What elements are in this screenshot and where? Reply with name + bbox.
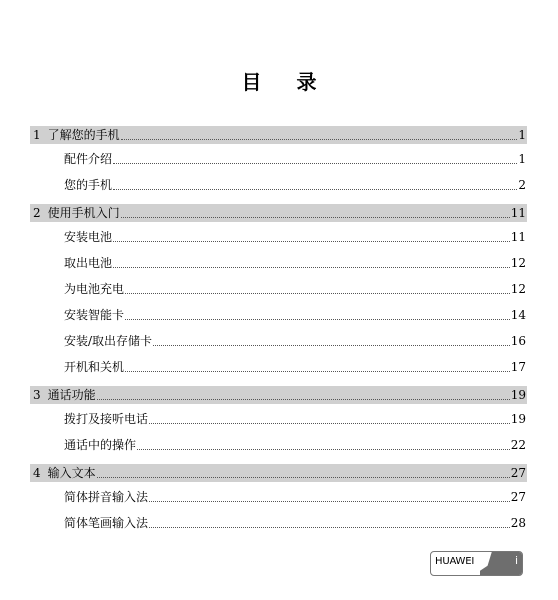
dot-leader: [125, 292, 510, 294]
toc-entry-label: 开机和关机: [64, 360, 125, 374]
table-of-contents: [30, 126, 527, 538]
dot-leader: [125, 370, 510, 372]
dot-leader: [149, 500, 510, 502]
toc-page-number: 12: [510, 256, 526, 270]
toc-entry-label: 输入文本: [47, 466, 96, 480]
toc-page-number: 27: [510, 466, 526, 480]
toc-section-row[interactable]: [30, 252, 527, 278]
toc-section-row[interactable]: [30, 148, 527, 174]
toc-entry-label: 简体拼音输入法: [64, 490, 149, 504]
toc-entry-label: 通话功能: [47, 388, 96, 402]
dot-leader: [121, 216, 510, 218]
toc-entry-label: 为电池充电: [64, 282, 125, 296]
dot-leader: [153, 344, 510, 346]
toc-section-row[interactable]: [30, 330, 527, 356]
toc-page-number: 14: [510, 308, 526, 322]
toc-entry-label: 配件介绍: [64, 152, 113, 166]
toc-page-number: 16: [510, 334, 526, 348]
toc-page-number: 27: [510, 490, 526, 504]
chapter-number: 3: [33, 388, 41, 402]
toc-section-row[interactable]: [30, 356, 527, 382]
toc-page-number: 28: [510, 516, 526, 530]
dot-leader: [113, 162, 517, 164]
chapter-number: 2: [33, 206, 41, 220]
toc-page-number: 1: [518, 128, 526, 142]
toc-entry-label: 简体笔画输入法: [64, 516, 149, 530]
toc-page-number: 17: [510, 360, 526, 374]
brand-logo: HUAWEI: [435, 556, 475, 567]
toc-entry-label: 安装电池: [64, 230, 113, 244]
toc-entry-label: 通话中的操作: [64, 438, 137, 452]
chapter-number: 4: [33, 466, 41, 480]
dot-leader: [113, 240, 510, 242]
dot-leader: [137, 448, 510, 450]
page-title: 目 录: [241, 70, 331, 94]
toc-page-number: 19: [510, 412, 526, 426]
toc-entry-label: 安装智能卡: [64, 308, 125, 322]
dot-leader: [125, 318, 510, 320]
dot-leader: [113, 266, 510, 268]
toc-page-number: 11: [510, 206, 526, 220]
toc-chapter-row[interactable]: [30, 464, 527, 482]
toc-section-row[interactable]: [30, 512, 527, 538]
toc-section-row[interactable]: [30, 278, 527, 304]
toc-page-number: 1: [518, 152, 526, 166]
toc-page-number: 11: [510, 230, 526, 244]
dot-leader: [97, 398, 510, 400]
toc-entry-label: 了解您的手机: [47, 128, 120, 142]
toc-chapter-row[interactable]: [30, 126, 527, 144]
toc-page-number: 22: [510, 438, 526, 452]
toc-chapter-row[interactable]: [30, 204, 527, 222]
toc-section-row[interactable]: [30, 408, 527, 434]
toc-entry-label: 安装/取出存储卡: [64, 334, 153, 348]
page-number: i: [514, 554, 518, 567]
dot-leader: [97, 476, 510, 478]
chapter-number: 1: [33, 128, 41, 142]
toc-section-row[interactable]: [30, 434, 527, 460]
dot-leader: [149, 526, 510, 528]
footer-badge: [430, 551, 523, 576]
toc-entry-label: 拨打及接听电话: [64, 412, 149, 426]
toc-section-row[interactable]: [30, 226, 527, 252]
toc-entry-label: 使用手机入门: [47, 206, 120, 220]
toc-section-row[interactable]: [30, 174, 527, 200]
toc-entry-label: 您的手机: [64, 178, 113, 192]
toc-chapter-row[interactable]: [30, 386, 527, 404]
toc-entry-label: 取出电池: [64, 256, 113, 270]
dot-leader: [113, 188, 517, 190]
toc-page-number: 19: [510, 388, 526, 402]
dot-leader: [149, 422, 510, 424]
toc-section-row[interactable]: [30, 486, 527, 512]
toc-page-number: 12: [510, 282, 526, 296]
toc-page-number: 2: [518, 178, 526, 192]
dot-leader: [121, 138, 518, 140]
toc-section-row[interactable]: [30, 304, 527, 330]
